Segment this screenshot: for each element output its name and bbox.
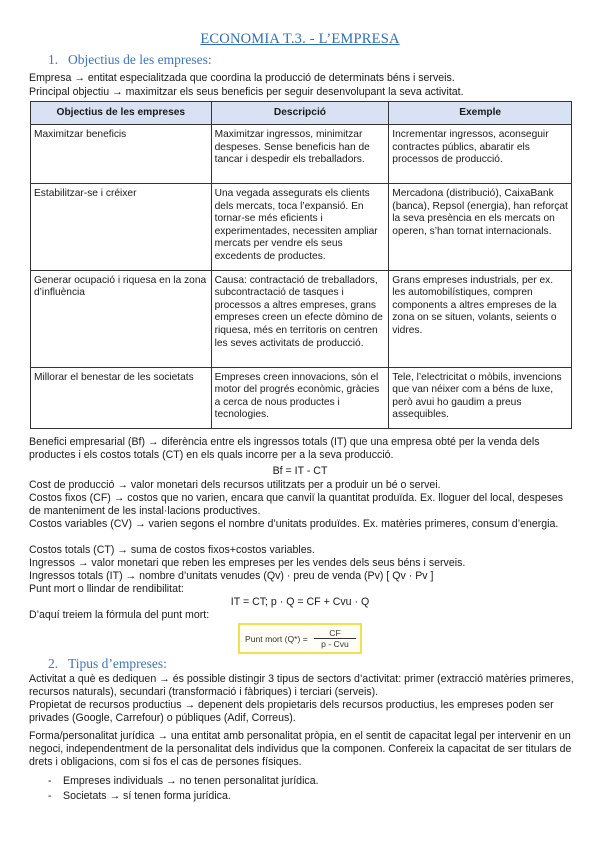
- fraction-numerator: CF: [314, 628, 356, 639]
- table-cell: Maximitzar beneficis: [31, 125, 212, 184]
- section-2-heading: [48, 656, 167, 672]
- list-item-text: Societats → sí tenen forma jurídica.: [63, 790, 231, 802]
- fraction-denominator: p - Cvu: [321, 639, 349, 649]
- table-cell: Millorar el benestar de les societats: [31, 367, 212, 428]
- table-row: [31, 367, 572, 428]
- table-header-cell: Exemple: [389, 102, 572, 125]
- section-2-title: Tipus d’empreses:: [68, 656, 167, 671]
- types-ownership: Propietat de recursos productius → depenent dels propietaris dels recursos productius, les empreses poden ser privades (Google, Carrefour) o públiques (Adif, Correus).: [29, 699, 554, 725]
- intro-line-1: Empresa → entitat especialitzada que coordina la producció de determinats béns i serveis.: [29, 72, 455, 84]
- break-even-derive: D’aquí treiem la fórmula del punt mort:: [29, 609, 210, 621]
- break-even-formula-box: [238, 623, 362, 654]
- cost-of-production: Cost de producció → valor monetari dels recursos utilitzats per a produir un bé o servei.: [29, 479, 441, 491]
- table-cell: Maximitzar ingressos, minimitzar despeses. Sense beneficis han de tancar i despedir els treballadors.: [211, 125, 389, 184]
- table-cell: Incrementar ingressos, aconseguir contractes públics, abaratir els processos de producció.: [389, 125, 572, 184]
- section-2-number: 2.: [48, 656, 59, 671]
- objectives-table: [30, 101, 572, 429]
- list-item-text: Empreses individuals → no tenen personalitat jurídica.: [63, 775, 319, 787]
- table-cell: Una vegada assegurats els clients dels mercats, toca l’expansió. En tornar-se més eficients i experimentades, necessiten ampliar mercats per vendre els seus excedents de productes.: [211, 184, 389, 271]
- break-even-formula-label: Punt mort (Q*) =: [245, 634, 308, 644]
- income: Ingressos → valor monetari que reben les empreses per les vendes dels seus béns i serveis.: [29, 557, 466, 569]
- table-row: [31, 125, 572, 184]
- table-cell: Mercadona (distribució), CaixaBank (banca), Repsol (energia), han reforçat la seva presència en els mercats on operen, s’han tornat internacionals.: [389, 184, 572, 271]
- list-item: - Empreses individuals → no tenen personalitat jurídica.: [48, 775, 319, 787]
- table-cell: Generar ocupació i riquesa en la zona d’influència: [31, 270, 212, 367]
- table-cell: Causa: contractació de treballadors, subcontractació de tasques i processos a altres empreses, grans empreses creen un efecte dòmino de riquesa, més en territoris on centren les seves activitats de producció.: [211, 270, 389, 367]
- table-header-cell: Objectius de les empreses: [31, 102, 212, 125]
- fixed-costs: Costos fixos (CF) → costos que no varien, encara que canviï la quantitat produïda. Ex. lloguer del local, despeses de manteniment de les instal·lacions productives.: [29, 492, 564, 518]
- break-even-equation: IT = CT; p · Q = CF + Cvu · Q: [230, 596, 370, 608]
- table-cell: Grans empreses industrials, per ex. les automobilístiques, compren components a altres empreses de la zona on se situen, volants, seients o vidres.: [389, 270, 572, 367]
- table-header-row: [31, 102, 572, 125]
- section-1-number: 1.: [48, 52, 59, 67]
- break-even-label: Punt mort o llindar de rendibilitat:: [29, 583, 184, 595]
- intro-line-2: Principal objectiu → maximitzar els seus beneficis per seguir desenvolupant la seva activitat.: [29, 86, 464, 98]
- page-title: ECONOMIA T.3. - L’EMPRESA: [200, 31, 400, 47]
- types-legal-form: Forma/personalitat jurídica → una entitat amb personalitat pròpia, en el sentit de capacitat legal per intervenir en un negoci, independentment de la personalitat dels individus que la componen. Confereix la capacitat de ser titulars de drets i obligacions, com si fos el cas de persones físiques.: [29, 730, 572, 769]
- total-income: Ingressos totals (IT) → nombre d’unitats venudes (Qv) · preu de venda (Pv) [ Qv · Pv ]: [29, 570, 434, 582]
- section-1-title: Objectius de les empreses:: [68, 52, 212, 67]
- list-item: - Societats → sí tenen forma jurídica.: [48, 790, 231, 802]
- legal-form-list: [48, 774, 319, 804]
- types-activity: Activitat a què es dediquen → és possible distingir 3 tipus de sectors d’activitat: primer (extracció matèries primeres, recursos naturals), secundari (transformació i fàbriques) i terciari (serveis).: [29, 673, 574, 699]
- table-header-cell: Descripció: [211, 102, 389, 125]
- table-cell: Estabilitzar-se i créixer: [31, 184, 212, 271]
- benefit-formula: Bf = IT - CT: [272, 465, 328, 477]
- total-costs: Costos totals (CT) → suma de costos fixos+costos variables.: [29, 544, 315, 556]
- benefit-definition: Benefici empresarial (Bf) → diferència entre els ingressos totals (IT) que una empresa obté per la venda dels productes i els costos totals (CT) en els quals incorre per a la seva producció.: [29, 436, 540, 462]
- table-row: [31, 184, 572, 271]
- section-1-heading: [48, 52, 212, 68]
- table-cell: Empreses creen innovacions, són el motor del progrés econòmic, gràcies a cerca de nous productes i tecnologies.: [211, 367, 389, 428]
- table-row: [31, 270, 572, 367]
- table-cell: Tele, l’electricitat o mòbils, invencions que van néixer com a béns de luxe, però avui ho gaudim a preus assequibles.: [389, 367, 572, 428]
- variable-costs: Costos variables (CV) → varien segons el nombre d’unitats produïdes. Ex. matèries primeres, consum d’energia.: [29, 518, 559, 530]
- break-even-fraction: [314, 628, 356, 649]
